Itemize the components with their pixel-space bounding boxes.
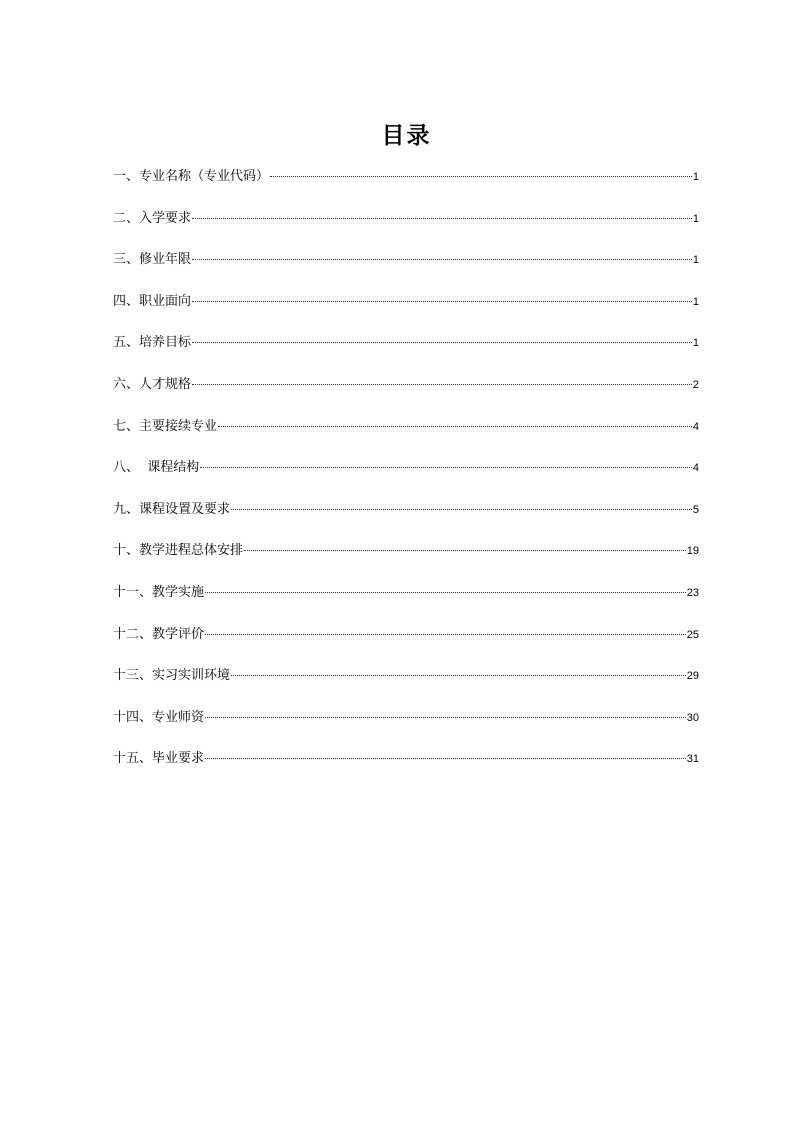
toc-entry-label: 七、主要接续专业 [113, 418, 218, 434]
toc-dot-leader [200, 467, 692, 468]
toc-entry-page-number: 5 [692, 503, 699, 516]
toc-entry[interactable] [113, 665, 699, 707]
toc-entry-label: 十二、教学评价 [113, 626, 205, 642]
toc-dot-leader [205, 634, 686, 635]
toc-entry[interactable] [113, 499, 699, 541]
toc-entry-label: 九、课程设置及要求 [113, 501, 231, 517]
toc-entry-label: 二、入学要求 [113, 210, 192, 226]
toc-entry-label: 五、培养目标 [113, 335, 192, 351]
toc-dot-leader [231, 509, 692, 510]
toc-dot-leader [205, 758, 686, 759]
toc-dot-leader [205, 592, 686, 593]
toc-entry-page-number: 31 [686, 753, 699, 766]
toc-entry-page-number: 4 [692, 462, 699, 475]
toc-entry-label: 十、教学进程总体安排 [113, 543, 244, 559]
toc-entry-label: 八、 课程结构 [113, 460, 200, 476]
toc-dot-leader [192, 259, 692, 260]
toc-entry[interactable] [113, 748, 699, 790]
toc-entry-page-number: 29 [686, 670, 699, 683]
toc-entry-page-number: 1 [692, 254, 699, 267]
toc-entry-page-number: 4 [692, 420, 699, 433]
toc-entry-page-number: 1 [692, 212, 699, 225]
toc-entry-page-number: 30 [686, 711, 699, 724]
toc-title: 目录 [381, 123, 432, 149]
toc-entry-page-number: 1 [692, 295, 699, 308]
toc-entry-label: 一、专业名称（专业代码） [113, 169, 270, 184]
toc-dot-leader [205, 717, 686, 718]
toc-dot-leader [192, 301, 692, 302]
toc-entry[interactable] [113, 707, 699, 749]
toc-entry-page-number: 23 [686, 586, 699, 599]
toc-entry-label: 三、修业年限 [113, 252, 192, 268]
toc-entry[interactable] [113, 332, 699, 374]
toc-dot-leader [231, 675, 686, 676]
toc-entry-label: 十三、实习实训环境 [113, 668, 231, 684]
toc-entry[interactable] [113, 166, 699, 208]
toc-entry-page-number: 25 [686, 628, 699, 641]
toc-dot-leader [192, 384, 692, 385]
toc-entry-label: 十四、专业师资 [113, 709, 205, 725]
toc-dot-leader [192, 342, 692, 343]
toc-entry[interactable] [113, 291, 699, 333]
toc-dot-leader [244, 550, 686, 551]
toc-entry-label: 六、人才规格 [113, 376, 192, 392]
toc-dot-leader [270, 176, 692, 177]
toc-dot-leader [192, 218, 692, 219]
toc-entry[interactable] [113, 457, 699, 499]
toc-entry[interactable] [113, 624, 699, 666]
toc-entry[interactable] [113, 416, 699, 458]
toc-entry-page-number: 19 [686, 545, 699, 558]
toc-entry-page-number: 1 [692, 337, 699, 350]
toc-entry[interactable] [113, 582, 699, 624]
toc-dot-leader [218, 426, 692, 427]
toc-entry-label: 十五、毕业要求 [113, 751, 205, 767]
toc-entry-label: 十一、教学实施 [113, 584, 205, 600]
toc-entry-label: 四、职业面向 [113, 293, 192, 309]
toc-entry[interactable] [113, 540, 699, 582]
toc-entry-page-number: 2 [692, 378, 699, 391]
toc-list [113, 166, 699, 790]
toc-entry[interactable] [113, 249, 699, 291]
toc-entry-page-number: 1 [692, 171, 699, 183]
toc-entry[interactable] [113, 374, 699, 416]
toc-entry[interactable] [113, 208, 699, 250]
